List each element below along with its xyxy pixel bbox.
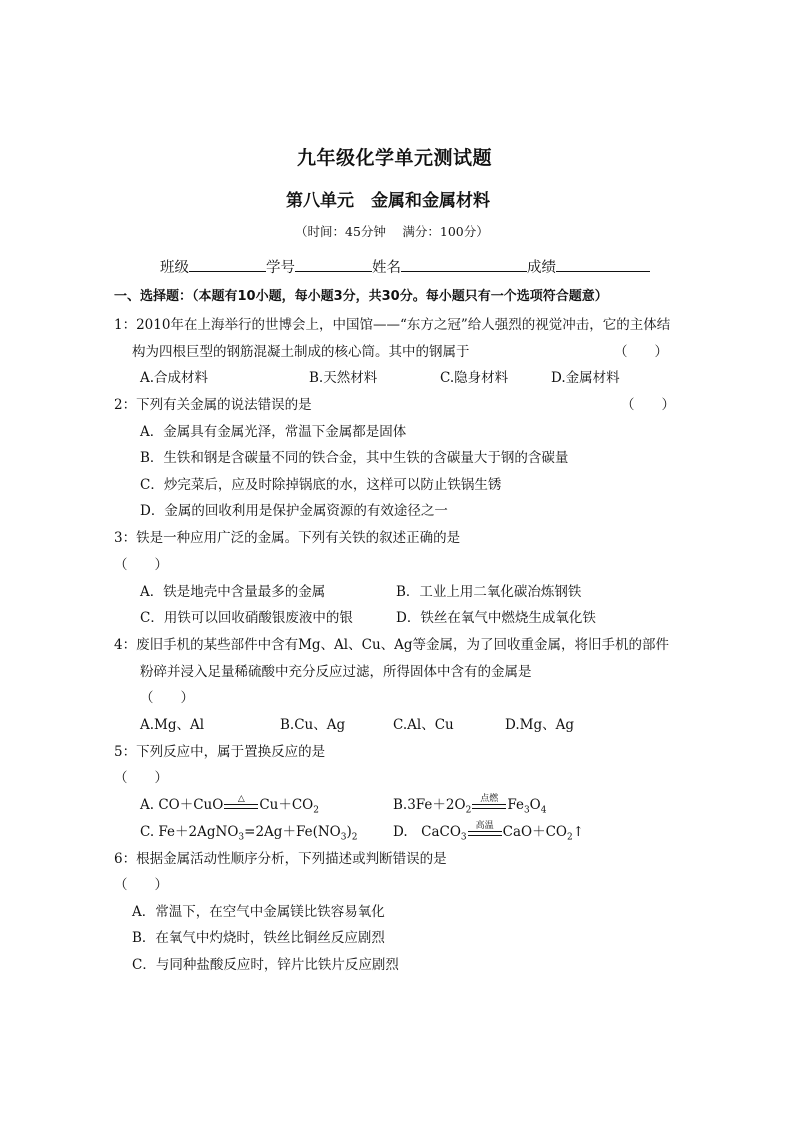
time-info: （时间：45分钟 满分：100分） [295,224,489,239]
q6-stem: 6：根据金属活动性顺序分析，下列描述或判断错误的是 [114,851,447,867]
q2-option-b: B．生铁和钢是含碳量不同的铁合金，其中生铁的含碳量大于钢的含碳量 [140,450,569,466]
q2-stem: 2：下列有关金属的说法错误的是 [114,397,312,413]
q3-option-c: C．用铁可以回收硝酸银废液中的银 [140,610,353,626]
q5b-reaction-condition: 点燃 [472,794,506,809]
q1-option-b: B.天然材料 [309,370,378,386]
score-label: 成绩 [527,260,556,276]
section-heading: 一、选择题：（本题有10小题，每小题3分，共30分。每小题只有一个选项符合题意） [114,289,608,304]
q1-option-c: C.隐身材料 [440,370,509,386]
q4-option-a: A.Mg、Al [140,717,205,733]
q6-option-a: A．常温下，在空气中金属镁比铁容易氧化 [132,904,385,920]
q5-answer-paren: （ ） [114,770,168,786]
q6-option-b: B．在氧气中灼烧时，铁丝比铜丝反应剧烈 [132,930,385,946]
page-title: 九年级化学单元测试题 [297,147,493,169]
q5-stem: 5：下列反应中，属于置换反应的是 [114,744,326,760]
q5-option-d: D. CaCO$_3$ 高温 $CaO+CO_2↑$ [393,821,585,843]
q1-stem-line2: 构为四根巨型的钢筋混凝土制成的核心筒。其中的钢属于 [132,344,470,360]
class-blank [189,257,266,272]
class-label: 班级 [160,260,189,276]
q4-answer-paren: （ ） [140,690,194,706]
q1-option-a: A.合成材料 [140,370,209,386]
id-blank [295,257,372,272]
q5-option-c: C. $Fe+2AgNO_3=2Ag+Fe(NO_3)_2$ [140,824,358,843]
student-info-row [160,256,650,277]
q2-option-a: A．金属具有金属光泽，常温下金属都是固体 [140,424,407,440]
q2-answer-paren: （ ） [621,397,675,413]
q5d-reaction-condition: 高温 [468,821,502,836]
name-blank [401,257,527,272]
q4-option-c: C.Al、Cu [393,717,454,733]
q4-stem-line2: 粉碎并浸入足量稀硫酸中充分反应过滤，所得固体中含有的金属是 [140,664,532,680]
q1-option-d: D.金属材料 [551,370,620,386]
q5a-reaction-condition: △ [224,794,258,809]
page-subtitle: 第八单元 金属和金属材料 [286,191,490,211]
q4-stem-line1: 4：废旧手机的某些部件中含有Mg、Al、Cu、Ag等金属，为了回收重金属，将旧手机的部件 [114,637,670,653]
q3-stem: 3：铁是一种应用广泛的金属。下列有关铁的叙述正确的是 [114,530,461,546]
q5-option-a: A. CO＋CuO △ $Cu+CO_2$ [140,794,319,816]
q3-answer-paren: （ ） [114,557,168,573]
q3-option-b: B．工业上用二氧化碳冶炼钢铁 [396,584,582,600]
q4-option-b: B.Cu、Ag [280,717,346,733]
q6-answer-paren: （ ） [114,877,168,893]
name-label: 姓名 [372,260,401,276]
q1-stem-line1: 1：2010年在上海举行的世博会上，中国馆——“东方之冠”给人强烈的视觉冲击，它的主体结 [114,317,671,333]
id-label: 学号 [266,260,295,276]
q5-option-b: $B.3Fe+2O_2$ 点燃 $Fe_3O_4$ [393,794,547,816]
score-blank [556,257,650,272]
q2-option-c: C．炒完菜后，应及时除掉锅底的水，这样可以防止铁锅生锈 [140,477,502,493]
q4-option-d: D.Mg、Ag [505,717,574,733]
q2-option-d: D．金属的回收利用是保护金属资源的有效途径之一 [140,503,448,519]
q1-answer-paren: （ ） [614,344,668,360]
q6-option-c: C．与同种盐酸反应时，锌片比铁片反应剧烈 [132,957,399,973]
q3-option-d: D．铁丝在氧气中燃烧生成氧化铁 [396,610,596,626]
q3-option-a: A．铁是地壳中含量最多的金属 [140,584,326,600]
